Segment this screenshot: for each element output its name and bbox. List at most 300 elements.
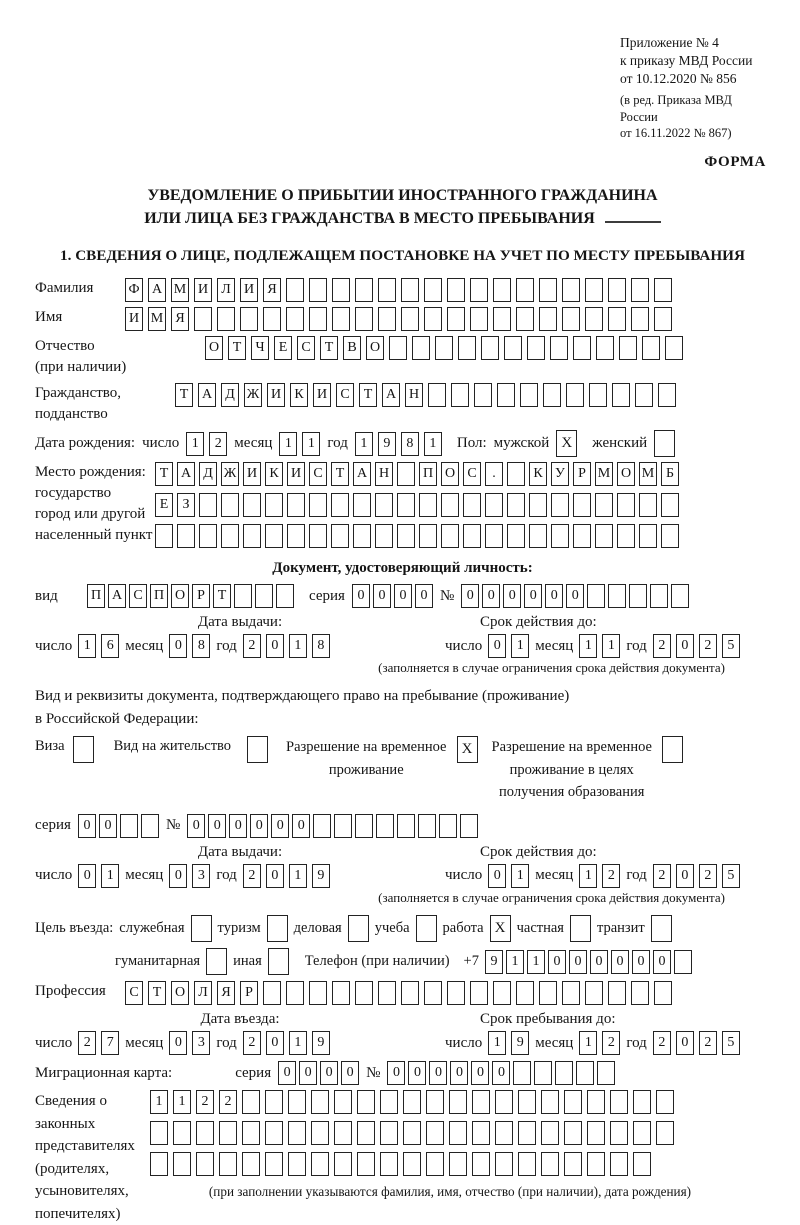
birth-place-line3-cell-11[interactable] xyxy=(397,524,415,548)
sex-male-checkbox-cell-0[interactable]: X xyxy=(556,430,577,457)
legal-reps-line3-cell-21[interactable] xyxy=(633,1152,651,1176)
doc-type-field-cell-6[interactable]: Т xyxy=(213,584,231,608)
surname-field-cell-13[interactable] xyxy=(424,278,442,302)
residence-valid-year-cell-2[interactable]: 2 xyxy=(699,864,717,888)
identity-number-field-cell-10[interactable] xyxy=(671,584,689,608)
birth-place-line1-cell-0[interactable]: Т xyxy=(155,462,173,486)
birth-place-line3-cell-21[interactable] xyxy=(617,524,635,548)
identity-issue-day-cell-1[interactable]: 6 xyxy=(101,634,119,658)
legal-reps-line3-cell-5[interactable] xyxy=(265,1152,283,1176)
phone-field-cell-9[interactable] xyxy=(674,950,692,974)
purpose-private-checkbox-cell-0[interactable] xyxy=(570,915,591,942)
patronymic-field-cell-9[interactable] xyxy=(412,336,430,360)
birth-place-line1-cell-11[interactable] xyxy=(397,462,415,486)
birth-place-line1-cell-19[interactable]: Р xyxy=(573,462,591,486)
legal-reps-line1-cell-0[interactable]: 1 xyxy=(150,1090,168,1114)
legal-reps-line3-cell-4[interactable] xyxy=(242,1152,260,1176)
surname-field-cell-10[interactable] xyxy=(355,278,373,302)
citizenship-field-cell-5[interactable]: К xyxy=(290,383,308,407)
citizenship-field-cell-17[interactable] xyxy=(566,383,584,407)
legal-reps-line3-cell-15[interactable] xyxy=(495,1152,513,1176)
identity-valid-month-cell-0[interactable]: 1 xyxy=(579,634,597,658)
legal-reps-line3-cell-1[interactable] xyxy=(173,1152,191,1176)
patronymic-field-cell-0[interactable]: О xyxy=(205,336,223,360)
identity-number-field-cell-5[interactable]: 0 xyxy=(566,584,584,608)
legal-reps-line2-cell-2[interactable] xyxy=(196,1121,214,1145)
citizenship-field-cell-8[interactable]: Т xyxy=(359,383,377,407)
profession-field-cell-9[interactable] xyxy=(332,981,350,1005)
purpose-transit-checkbox-cell-0[interactable] xyxy=(651,915,672,942)
surname-field-cell-23[interactable] xyxy=(654,278,672,302)
identity-issue-month-cell-1[interactable]: 8 xyxy=(192,634,210,658)
birth-place-line2-cell-18[interactable] xyxy=(551,493,569,517)
birth-place-line2-cell-13[interactable] xyxy=(441,493,459,517)
identity-series-field-cell-3[interactable]: 0 xyxy=(415,584,433,608)
residence-series-field-cell-0[interactable]: 0 xyxy=(78,814,96,838)
profession-field-cell-15[interactable] xyxy=(470,981,488,1005)
phone-field-cell-1[interactable]: 1 xyxy=(506,950,524,974)
residence-issue-month-cell-1[interactable]: 3 xyxy=(192,864,210,888)
purpose-humanitarian-checkbox-cell-0[interactable] xyxy=(206,948,227,975)
citizenship-field-cell-16[interactable] xyxy=(543,383,561,407)
legal-reps-line3-cell-7[interactable] xyxy=(311,1152,329,1176)
birth-day-field-cell-1[interactable]: 2 xyxy=(209,432,227,456)
legal-reps-line3-cell-6[interactable] xyxy=(288,1152,306,1176)
entry-year-cell-1[interactable]: 0 xyxy=(266,1031,284,1055)
residence-valid-day-cell-0[interactable]: 0 xyxy=(488,864,506,888)
purpose-business-checkbox-cell-0[interactable] xyxy=(348,915,369,942)
residence-number-field-cell-9[interactable] xyxy=(376,814,394,838)
given-name-field-cell-4[interactable] xyxy=(217,307,235,331)
legal-reps-line1-cell-6[interactable] xyxy=(288,1090,306,1114)
legal-reps-line2-cell-22[interactable] xyxy=(656,1121,674,1145)
legal-reps-line3-cell-16[interactable] xyxy=(518,1152,536,1176)
patronymic-field-cell-10[interactable] xyxy=(435,336,453,360)
entry-day-cell-0[interactable]: 2 xyxy=(78,1031,96,1055)
birth-place-line1-cell-17[interactable]: К xyxy=(529,462,547,486)
legal-reps-line3-cell-2[interactable] xyxy=(196,1152,214,1176)
legal-reps-line1-cell-2[interactable]: 2 xyxy=(196,1090,214,1114)
legal-reps-line1-cell-4[interactable] xyxy=(242,1090,260,1114)
legal-reps-line2-cell-5[interactable] xyxy=(265,1121,283,1145)
identity-issue-year-cell-1[interactable]: 0 xyxy=(266,634,284,658)
birth-year-field-cell-3[interactable]: 1 xyxy=(424,432,442,456)
birth-place-line1-cell-21[interactable]: О xyxy=(617,462,635,486)
given-name-field-cell-9[interactable] xyxy=(332,307,350,331)
residence-number-field-cell-3[interactable]: 0 xyxy=(250,814,268,838)
migration-series-field-cell-3[interactable]: 0 xyxy=(341,1061,359,1085)
legal-reps-line2-cell-8[interactable] xyxy=(334,1121,352,1145)
birth-place-line3-cell-16[interactable] xyxy=(507,524,525,548)
birth-place-line1-cell-12[interactable]: П xyxy=(419,462,437,486)
legal-reps-line2-cell-21[interactable] xyxy=(633,1121,651,1145)
birth-place-line1-cell-3[interactable]: Ж xyxy=(221,462,239,486)
birth-place-line3-cell-23[interactable] xyxy=(661,524,679,548)
identity-number-field-cell-0[interactable]: 0 xyxy=(461,584,479,608)
stay-year-cell-2[interactable]: 2 xyxy=(699,1031,717,1055)
migration-number-field-cell-4[interactable]: 0 xyxy=(471,1061,489,1085)
patronymic-field-cell-19[interactable] xyxy=(642,336,660,360)
identity-series-field-cell-2[interactable]: 0 xyxy=(394,584,412,608)
surname-field-cell-5[interactable]: И xyxy=(240,278,258,302)
birth-place-line1-cell-20[interactable]: М xyxy=(595,462,613,486)
legal-reps-line1-cell-10[interactable] xyxy=(380,1090,398,1114)
residence-number-field-cell-12[interactable] xyxy=(439,814,457,838)
identity-valid-day-cell-0[interactable]: 0 xyxy=(488,634,506,658)
citizenship-field-cell-21[interactable] xyxy=(658,383,676,407)
entry-month-cell-0[interactable]: 0 xyxy=(169,1031,187,1055)
migration-number-field-cell-0[interactable]: 0 xyxy=(387,1061,405,1085)
patronymic-field-cell-8[interactable] xyxy=(389,336,407,360)
identity-number-field-cell-9[interactable] xyxy=(650,584,668,608)
birth-place-line1-cell-14[interactable]: С xyxy=(463,462,481,486)
profession-field-cell-20[interactable] xyxy=(585,981,603,1005)
legal-reps-line1-cell-16[interactable] xyxy=(518,1090,536,1114)
migration-number-field-cell-9[interactable] xyxy=(576,1061,594,1085)
identity-valid-day-cell-1[interactable]: 1 xyxy=(511,634,529,658)
patronymic-field-cell-6[interactable]: В xyxy=(343,336,361,360)
birth-year-field-cell-2[interactable]: 8 xyxy=(401,432,419,456)
temp-residence-checkbox-cell-0[interactable]: X xyxy=(457,736,478,763)
legal-reps-line1-cell-5[interactable] xyxy=(265,1090,283,1114)
phone-field-cell-8[interactable]: 0 xyxy=(653,950,671,974)
profession-field-cell-21[interactable] xyxy=(608,981,626,1005)
patronymic-field-cell-12[interactable] xyxy=(481,336,499,360)
sex-female-checkbox-cell-0[interactable] xyxy=(654,430,675,457)
phone-field-cell-6[interactable]: 0 xyxy=(611,950,629,974)
profession-field-cell-11[interactable] xyxy=(378,981,396,1005)
citizenship-field-cell-13[interactable] xyxy=(474,383,492,407)
entry-year-cell-0[interactable]: 2 xyxy=(243,1031,261,1055)
birth-place-line2-cell-2[interactable] xyxy=(199,493,217,517)
surname-field-cell-1[interactable]: А xyxy=(148,278,166,302)
migration-series-field-cell-2[interactable]: 0 xyxy=(320,1061,338,1085)
profession-field-cell-3[interactable]: Л xyxy=(194,981,212,1005)
residence-issue-year-cell-0[interactable]: 2 xyxy=(243,864,261,888)
entry-year-cell-2[interactable]: 1 xyxy=(289,1031,307,1055)
surname-field-cell-7[interactable] xyxy=(286,278,304,302)
legal-reps-line1-cell-11[interactable] xyxy=(403,1090,421,1114)
doc-type-field-cell-4[interactable]: О xyxy=(171,584,189,608)
birth-place-line2-cell-7[interactable] xyxy=(309,493,327,517)
legal-reps-line1-cell-8[interactable] xyxy=(334,1090,352,1114)
birth-place-line2-cell-20[interactable] xyxy=(595,493,613,517)
surname-field-cell-20[interactable] xyxy=(585,278,603,302)
surname-field-cell-12[interactable] xyxy=(401,278,419,302)
given-name-field-cell-20[interactable] xyxy=(585,307,603,331)
profession-field-cell-7[interactable] xyxy=(286,981,304,1005)
residence-valid-year-cell-1[interactable]: 0 xyxy=(676,864,694,888)
profession-field-cell-0[interactable]: С xyxy=(125,981,143,1005)
legal-reps-line3-cell-9[interactable] xyxy=(357,1152,375,1176)
birth-place-line1-cell-15[interactable]: . xyxy=(485,462,503,486)
birth-place-line3-cell-22[interactable] xyxy=(639,524,657,548)
doc-type-field-cell-9[interactable] xyxy=(276,584,294,608)
surname-field-cell-18[interactable] xyxy=(539,278,557,302)
migration-series-field-cell-0[interactable]: 0 xyxy=(278,1061,296,1085)
migration-number-field-cell-5[interactable]: 0 xyxy=(492,1061,510,1085)
profession-field-cell-5[interactable]: Р xyxy=(240,981,258,1005)
phone-field-cell-3[interactable]: 0 xyxy=(548,950,566,974)
patronymic-field-cell-2[interactable]: Ч xyxy=(251,336,269,360)
given-name-field-cell-14[interactable] xyxy=(447,307,465,331)
given-name-field-cell-12[interactable] xyxy=(401,307,419,331)
birth-place-line2-cell-21[interactable] xyxy=(617,493,635,517)
birth-place-line2-cell-9[interactable] xyxy=(353,493,371,517)
residence-number-field-cell-4[interactable]: 0 xyxy=(271,814,289,838)
identity-number-field-cell-1[interactable]: 0 xyxy=(482,584,500,608)
surname-field-cell-3[interactable]: И xyxy=(194,278,212,302)
birth-place-line1-cell-16[interactable] xyxy=(507,462,525,486)
given-name-field-cell-5[interactable] xyxy=(240,307,258,331)
birth-place-line2-cell-12[interactable] xyxy=(419,493,437,517)
birth-place-line3-cell-17[interactable] xyxy=(529,524,547,548)
citizenship-field-cell-12[interactable] xyxy=(451,383,469,407)
residence-series-field-cell-3[interactable] xyxy=(141,814,159,838)
birth-place-line2-cell-17[interactable] xyxy=(529,493,547,517)
legal-reps-line1-cell-15[interactable] xyxy=(495,1090,513,1114)
legal-reps-line1-cell-12[interactable] xyxy=(426,1090,444,1114)
purpose-official-checkbox-cell-0[interactable] xyxy=(191,915,212,942)
birth-place-line3-cell-1[interactable] xyxy=(177,524,195,548)
legal-reps-line3-cell-0[interactable] xyxy=(150,1152,168,1176)
patronymic-field-cell-17[interactable] xyxy=(596,336,614,360)
birth-place-line1-cell-8[interactable]: Т xyxy=(331,462,349,486)
legal-reps-line1-cell-9[interactable] xyxy=(357,1090,375,1114)
citizenship-field-cell-19[interactable] xyxy=(612,383,630,407)
given-name-field-cell-15[interactable] xyxy=(470,307,488,331)
identity-issue-year-cell-2[interactable]: 1 xyxy=(289,634,307,658)
identity-valid-year-cell-1[interactable]: 0 xyxy=(676,634,694,658)
surname-field-cell-11[interactable] xyxy=(378,278,396,302)
birth-place-line2-cell-6[interactable] xyxy=(287,493,305,517)
given-name-field-cell-7[interactable] xyxy=(286,307,304,331)
residence-number-field-cell-0[interactable]: 0 xyxy=(187,814,205,838)
legal-reps-line1-cell-14[interactable] xyxy=(472,1090,490,1114)
birth-place-line2-cell-22[interactable] xyxy=(639,493,657,517)
profession-field-cell-4[interactable]: Я xyxy=(217,981,235,1005)
birth-place-line1-cell-6[interactable]: И xyxy=(287,462,305,486)
legal-reps-line1-cell-19[interactable] xyxy=(587,1090,605,1114)
birth-place-line2-cell-10[interactable] xyxy=(375,493,393,517)
given-name-field-cell-0[interactable]: И xyxy=(125,307,143,331)
identity-number-field-cell-3[interactable]: 0 xyxy=(524,584,542,608)
birth-year-field-cell-0[interactable]: 1 xyxy=(355,432,373,456)
given-name-field-cell-8[interactable] xyxy=(309,307,327,331)
purpose-other-checkbox-cell-0[interactable] xyxy=(268,948,289,975)
legal-reps-line3-cell-8[interactable] xyxy=(334,1152,352,1176)
doc-type-field-cell-0[interactable]: П xyxy=(87,584,105,608)
patronymic-field-cell-18[interactable] xyxy=(619,336,637,360)
given-name-field-cell-6[interactable] xyxy=(263,307,281,331)
citizenship-field-cell-14[interactable] xyxy=(497,383,515,407)
legal-reps-line2-cell-14[interactable] xyxy=(472,1121,490,1145)
phone-field-cell-2[interactable]: 1 xyxy=(527,950,545,974)
birth-place-line1-cell-23[interactable]: Б xyxy=(661,462,679,486)
given-name-field-cell-16[interactable] xyxy=(493,307,511,331)
given-name-field-cell-18[interactable] xyxy=(539,307,557,331)
legal-reps-line1-cell-20[interactable] xyxy=(610,1090,628,1114)
legal-reps-line1-cell-21[interactable] xyxy=(633,1090,651,1114)
birth-place-line1-cell-10[interactable]: Н xyxy=(375,462,393,486)
birth-month-field-cell-1[interactable]: 1 xyxy=(302,432,320,456)
birth-place-line1-cell-1[interactable]: А xyxy=(177,462,195,486)
stay-day-cell-1[interactable]: 9 xyxy=(511,1031,529,1055)
citizenship-field-cell-6[interactable]: И xyxy=(313,383,331,407)
doc-type-field-cell-5[interactable]: Р xyxy=(192,584,210,608)
migration-number-field-cell-2[interactable]: 0 xyxy=(429,1061,447,1085)
given-name-field-cell-11[interactable] xyxy=(378,307,396,331)
birth-place-line3-cell-13[interactable] xyxy=(441,524,459,548)
profession-field-cell-12[interactable] xyxy=(401,981,419,1005)
residence-number-field-cell-2[interactable]: 0 xyxy=(229,814,247,838)
residence-number-field-cell-5[interactable]: 0 xyxy=(292,814,310,838)
stay-year-cell-3[interactable]: 5 xyxy=(722,1031,740,1055)
entry-day-cell-1[interactable]: 7 xyxy=(101,1031,119,1055)
legal-reps-line2-cell-1[interactable] xyxy=(173,1121,191,1145)
surname-field-cell-4[interactable]: Л xyxy=(217,278,235,302)
given-name-field-cell-23[interactable] xyxy=(654,307,672,331)
residence-number-field-cell-7[interactable] xyxy=(334,814,352,838)
birth-place-line2-cell-14[interactable] xyxy=(463,493,481,517)
surname-field-cell-9[interactable] xyxy=(332,278,350,302)
migration-number-field-cell-10[interactable] xyxy=(597,1061,615,1085)
patronymic-field-cell-15[interactable] xyxy=(550,336,568,360)
identity-valid-month-cell-1[interactable]: 1 xyxy=(602,634,620,658)
profession-field-cell-13[interactable] xyxy=(424,981,442,1005)
patronymic-field-cell-20[interactable] xyxy=(665,336,683,360)
citizenship-field-cell-11[interactable] xyxy=(428,383,446,407)
birth-place-line1-cell-2[interactable]: Д xyxy=(199,462,217,486)
birth-place-line3-cell-18[interactable] xyxy=(551,524,569,548)
identity-series-field-cell-1[interactable]: 0 xyxy=(373,584,391,608)
migration-series-field-cell-1[interactable]: 0 xyxy=(299,1061,317,1085)
identity-valid-year-cell-3[interactable]: 5 xyxy=(722,634,740,658)
legal-reps-line2-cell-19[interactable] xyxy=(587,1121,605,1145)
patronymic-field-cell-7[interactable]: О xyxy=(366,336,384,360)
identity-issue-year-cell-0[interactable]: 2 xyxy=(243,634,261,658)
migration-number-field-cell-8[interactable] xyxy=(555,1061,573,1085)
residence-issue-year-cell-1[interactable]: 0 xyxy=(266,864,284,888)
legal-reps-line1-cell-22[interactable] xyxy=(656,1090,674,1114)
residence-series-field-cell-2[interactable] xyxy=(120,814,138,838)
residence-issue-day-cell-0[interactable]: 0 xyxy=(78,864,96,888)
birth-place-line2-cell-15[interactable] xyxy=(485,493,503,517)
phone-field-cell-4[interactable]: 0 xyxy=(569,950,587,974)
given-name-field-cell-13[interactable] xyxy=(424,307,442,331)
legal-reps-line1-cell-7[interactable] xyxy=(311,1090,329,1114)
given-name-field-cell-17[interactable] xyxy=(516,307,534,331)
birth-place-line2-cell-11[interactable] xyxy=(397,493,415,517)
citizenship-field-cell-10[interactable]: Н xyxy=(405,383,423,407)
legal-reps-line2-cell-3[interactable] xyxy=(219,1121,237,1145)
birth-place-line3-cell-3[interactable] xyxy=(221,524,239,548)
birth-place-line2-cell-16[interactable] xyxy=(507,493,525,517)
legal-reps-line3-cell-19[interactable] xyxy=(587,1152,605,1176)
doc-type-field-cell-8[interactable] xyxy=(255,584,273,608)
birth-place-line1-cell-4[interactable]: И xyxy=(243,462,261,486)
legal-reps-line3-cell-20[interactable] xyxy=(610,1152,628,1176)
patronymic-field-cell-11[interactable] xyxy=(458,336,476,360)
surname-field-cell-16[interactable] xyxy=(493,278,511,302)
profession-field-cell-6[interactable] xyxy=(263,981,281,1005)
given-name-field-cell-1[interactable]: М xyxy=(148,307,166,331)
given-name-field-cell-21[interactable] xyxy=(608,307,626,331)
profession-field-cell-18[interactable] xyxy=(539,981,557,1005)
legal-reps-line2-cell-16[interactable] xyxy=(518,1121,536,1145)
legal-reps-line3-cell-14[interactable] xyxy=(472,1152,490,1176)
legal-reps-line3-cell-11[interactable] xyxy=(403,1152,421,1176)
birth-place-line2-cell-5[interactable] xyxy=(265,493,283,517)
residence-number-field-cell-11[interactable] xyxy=(418,814,436,838)
birth-place-line3-cell-4[interactable] xyxy=(243,524,261,548)
legal-reps-line2-cell-0[interactable] xyxy=(150,1121,168,1145)
patronymic-field-cell-14[interactable] xyxy=(527,336,545,360)
residence-valid-year-cell-0[interactable]: 2 xyxy=(653,864,671,888)
identity-series-field-cell-0[interactable]: 0 xyxy=(352,584,370,608)
birth-place-line1-cell-9[interactable]: А xyxy=(353,462,371,486)
citizenship-field-cell-15[interactable] xyxy=(520,383,538,407)
birth-place-line3-cell-2[interactable] xyxy=(199,524,217,548)
surname-field-cell-8[interactable] xyxy=(309,278,327,302)
residence-number-field-cell-6[interactable] xyxy=(313,814,331,838)
residence-valid-month-cell-0[interactable]: 1 xyxy=(579,864,597,888)
identity-issue-month-cell-0[interactable]: 0 xyxy=(169,634,187,658)
identity-issue-day-cell-0[interactable]: 1 xyxy=(78,634,96,658)
birth-place-line1-cell-22[interactable]: М xyxy=(639,462,657,486)
migration-number-field-cell-6[interactable] xyxy=(513,1061,531,1085)
given-name-field-cell-19[interactable] xyxy=(562,307,580,331)
identity-number-field-cell-8[interactable] xyxy=(629,584,647,608)
legal-reps-line2-cell-4[interactable] xyxy=(242,1121,260,1145)
identity-number-field-cell-2[interactable]: 0 xyxy=(503,584,521,608)
given-name-field-cell-3[interactable] xyxy=(194,307,212,331)
profession-field-cell-19[interactable] xyxy=(562,981,580,1005)
birth-place-line3-cell-12[interactable] xyxy=(419,524,437,548)
legal-reps-line1-cell-17[interactable] xyxy=(541,1090,559,1114)
legal-reps-line1-cell-1[interactable]: 1 xyxy=(173,1090,191,1114)
residence-valid-day-cell-1[interactable]: 1 xyxy=(511,864,529,888)
legal-reps-line2-cell-9[interactable] xyxy=(357,1121,375,1145)
phone-field-cell-7[interactable]: 0 xyxy=(632,950,650,974)
citizenship-field-cell-0[interactable]: Т xyxy=(175,383,193,407)
surname-field-cell-14[interactable] xyxy=(447,278,465,302)
residence-valid-year-cell-3[interactable]: 5 xyxy=(722,864,740,888)
stay-year-cell-1[interactable]: 0 xyxy=(676,1031,694,1055)
identity-valid-year-cell-0[interactable]: 2 xyxy=(653,634,671,658)
legal-reps-line2-cell-13[interactable] xyxy=(449,1121,467,1145)
birth-place-line2-cell-3[interactable] xyxy=(221,493,239,517)
residence-permit-checkbox-cell-0[interactable] xyxy=(247,736,268,763)
profession-field-cell-2[interactable]: О xyxy=(171,981,189,1005)
entry-year-cell-3[interactable]: 9 xyxy=(312,1031,330,1055)
birth-place-line3-cell-0[interactable] xyxy=(155,524,173,548)
birth-place-line3-cell-6[interactable] xyxy=(287,524,305,548)
purpose-work-checkbox-cell-0[interactable]: X xyxy=(490,915,511,942)
temp-residence-edu-checkbox-cell-0[interactable] xyxy=(662,736,683,763)
profession-field-cell-17[interactable] xyxy=(516,981,534,1005)
identity-number-field-cell-6[interactable] xyxy=(587,584,605,608)
birth-place-line2-cell-4[interactable] xyxy=(243,493,261,517)
doc-type-field-cell-3[interactable]: П xyxy=(150,584,168,608)
profession-field-cell-22[interactable] xyxy=(631,981,649,1005)
surname-field-cell-0[interactable]: Ф xyxy=(125,278,143,302)
surname-field-cell-17[interactable] xyxy=(516,278,534,302)
legal-reps-line3-cell-17[interactable] xyxy=(541,1152,559,1176)
purpose-study-checkbox-cell-0[interactable] xyxy=(416,915,437,942)
doc-type-field-cell-7[interactable] xyxy=(234,584,252,608)
legal-reps-line2-cell-6[interactable] xyxy=(288,1121,306,1145)
